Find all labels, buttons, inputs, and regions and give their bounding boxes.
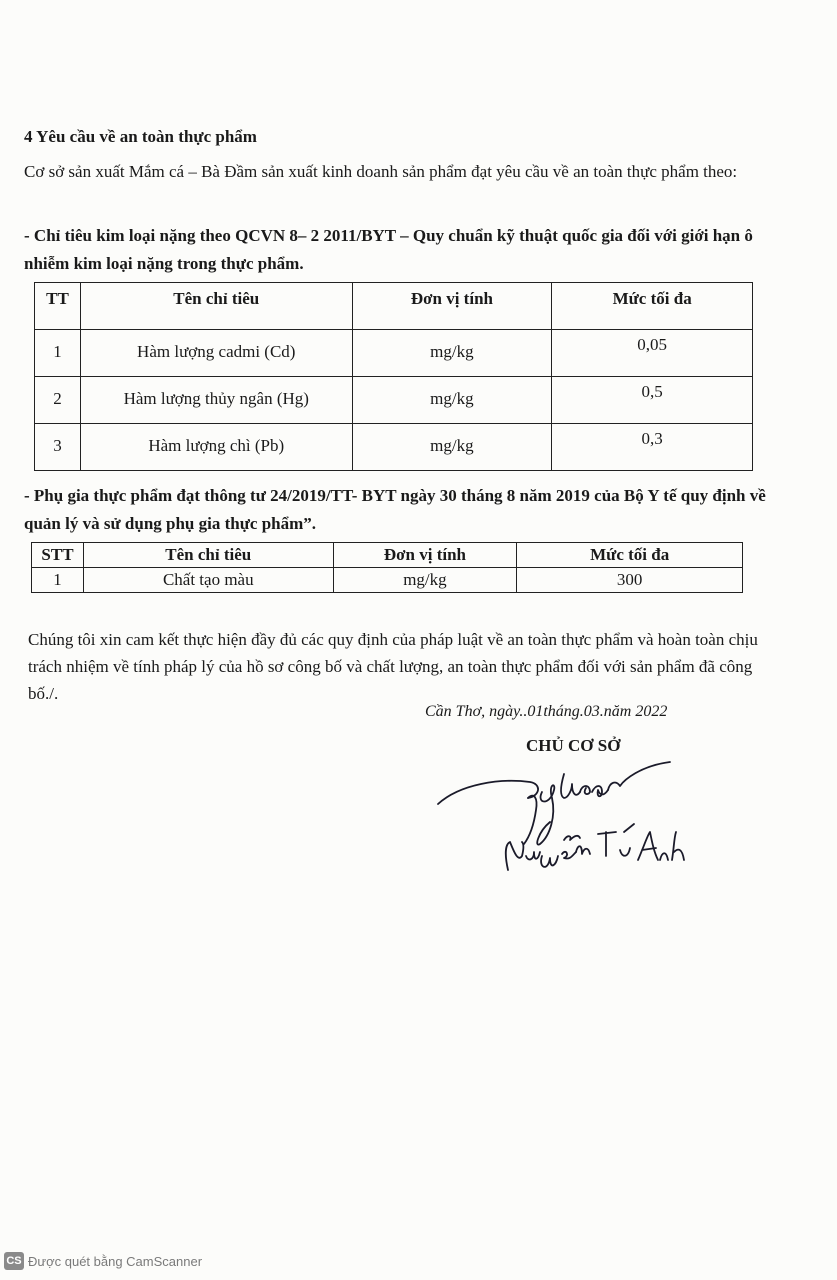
column-header: Tên chỉ tiêu xyxy=(80,283,352,330)
table-cell: Hàm lượng chì (Pb) xyxy=(80,424,352,471)
table-cell: Hàm lượng thủy ngân (Hg) xyxy=(80,377,352,424)
table-cell: 3 xyxy=(35,424,81,471)
table-cell: 1 xyxy=(35,330,81,377)
table-cell: 0,05 xyxy=(552,330,753,377)
table-cell: mg/kg xyxy=(333,568,517,593)
column-header: Mức tối đa xyxy=(517,543,743,568)
table-cell: 2 xyxy=(35,377,81,424)
table-cell: mg/kg xyxy=(352,424,552,471)
table-cell: mg/kg xyxy=(352,377,552,424)
requirement-heavy-metals: - Chỉ tiêu kim loại nặng theo QCVN 8– 2 2011/BYT – Quy chuẩn kỹ thuật quốc gia đối với giới hạn ô nhiễm kim loại nặng trong thực phẩm. xyxy=(24,226,753,273)
table-cell: 300 xyxy=(517,568,743,593)
table-cell: 0,3 xyxy=(552,424,753,471)
signer-title: CHỦ CƠ SỞ xyxy=(526,736,621,755)
table-row xyxy=(35,424,753,471)
table-header-row xyxy=(35,283,753,330)
table-cell: 0,5 xyxy=(552,377,753,424)
commitment-paragraph: Chúng tôi xin cam kết thực hiện đầy đủ các quy định của pháp luật về an toàn thực phẩm và hoàn toàn chịu trách nhiệm về tính pháp lý của hồ sơ công bố và chất lượng, an toàn thực phẩm đối với sản phẩm đã công bố./. xyxy=(28,630,758,703)
scanner-footer xyxy=(4,1252,202,1270)
date-line: Cần Thơ, ngày..01tháng.03.năm 2022 xyxy=(425,703,668,720)
table-cell: Chất tạo màu xyxy=(83,568,333,593)
table-row xyxy=(35,330,753,377)
table-cell: 1 xyxy=(32,568,84,593)
requirement-food-additives: - Phụ gia thực phẩm đạt thông tư 24/2019/TT- BYT ngày 30 tháng 8 năm 2019 của Bộ Y tế quy định về quản lý và sử dụng phụ gia thực phẩm”. xyxy=(24,486,766,533)
section-heading: 4 Yêu cầu về an toàn thực phẩm xyxy=(24,127,257,146)
heavy-metals-table xyxy=(34,282,753,471)
table-cell: Hàm lượng cadmi (Cd) xyxy=(80,330,352,377)
table-row xyxy=(35,377,753,424)
column-header: STT xyxy=(32,543,84,568)
column-header: Đơn vị tính xyxy=(352,283,552,330)
food-additives-table xyxy=(31,542,743,593)
column-header: Đơn vị tính xyxy=(333,543,517,568)
table-cell: mg/kg xyxy=(352,330,552,377)
table-row xyxy=(32,568,743,593)
column-header: TT xyxy=(35,283,81,330)
table-header-row xyxy=(32,543,743,568)
scanner-footer-text: Được quét bằng CamScanner xyxy=(28,1253,203,1269)
column-header: Mức tối đa xyxy=(552,283,753,330)
handwritten-signature xyxy=(430,752,690,882)
intro-paragraph: Cơ sở sản xuất Mắm cá – Bà Đầm sản xuất kinh doanh sản phẩm đạt yêu cầu về an toàn thực phẩm theo: xyxy=(24,162,738,181)
camscanner-logo-icon: CS xyxy=(4,1252,24,1270)
column-header: Tên chỉ tiêu xyxy=(83,543,333,568)
